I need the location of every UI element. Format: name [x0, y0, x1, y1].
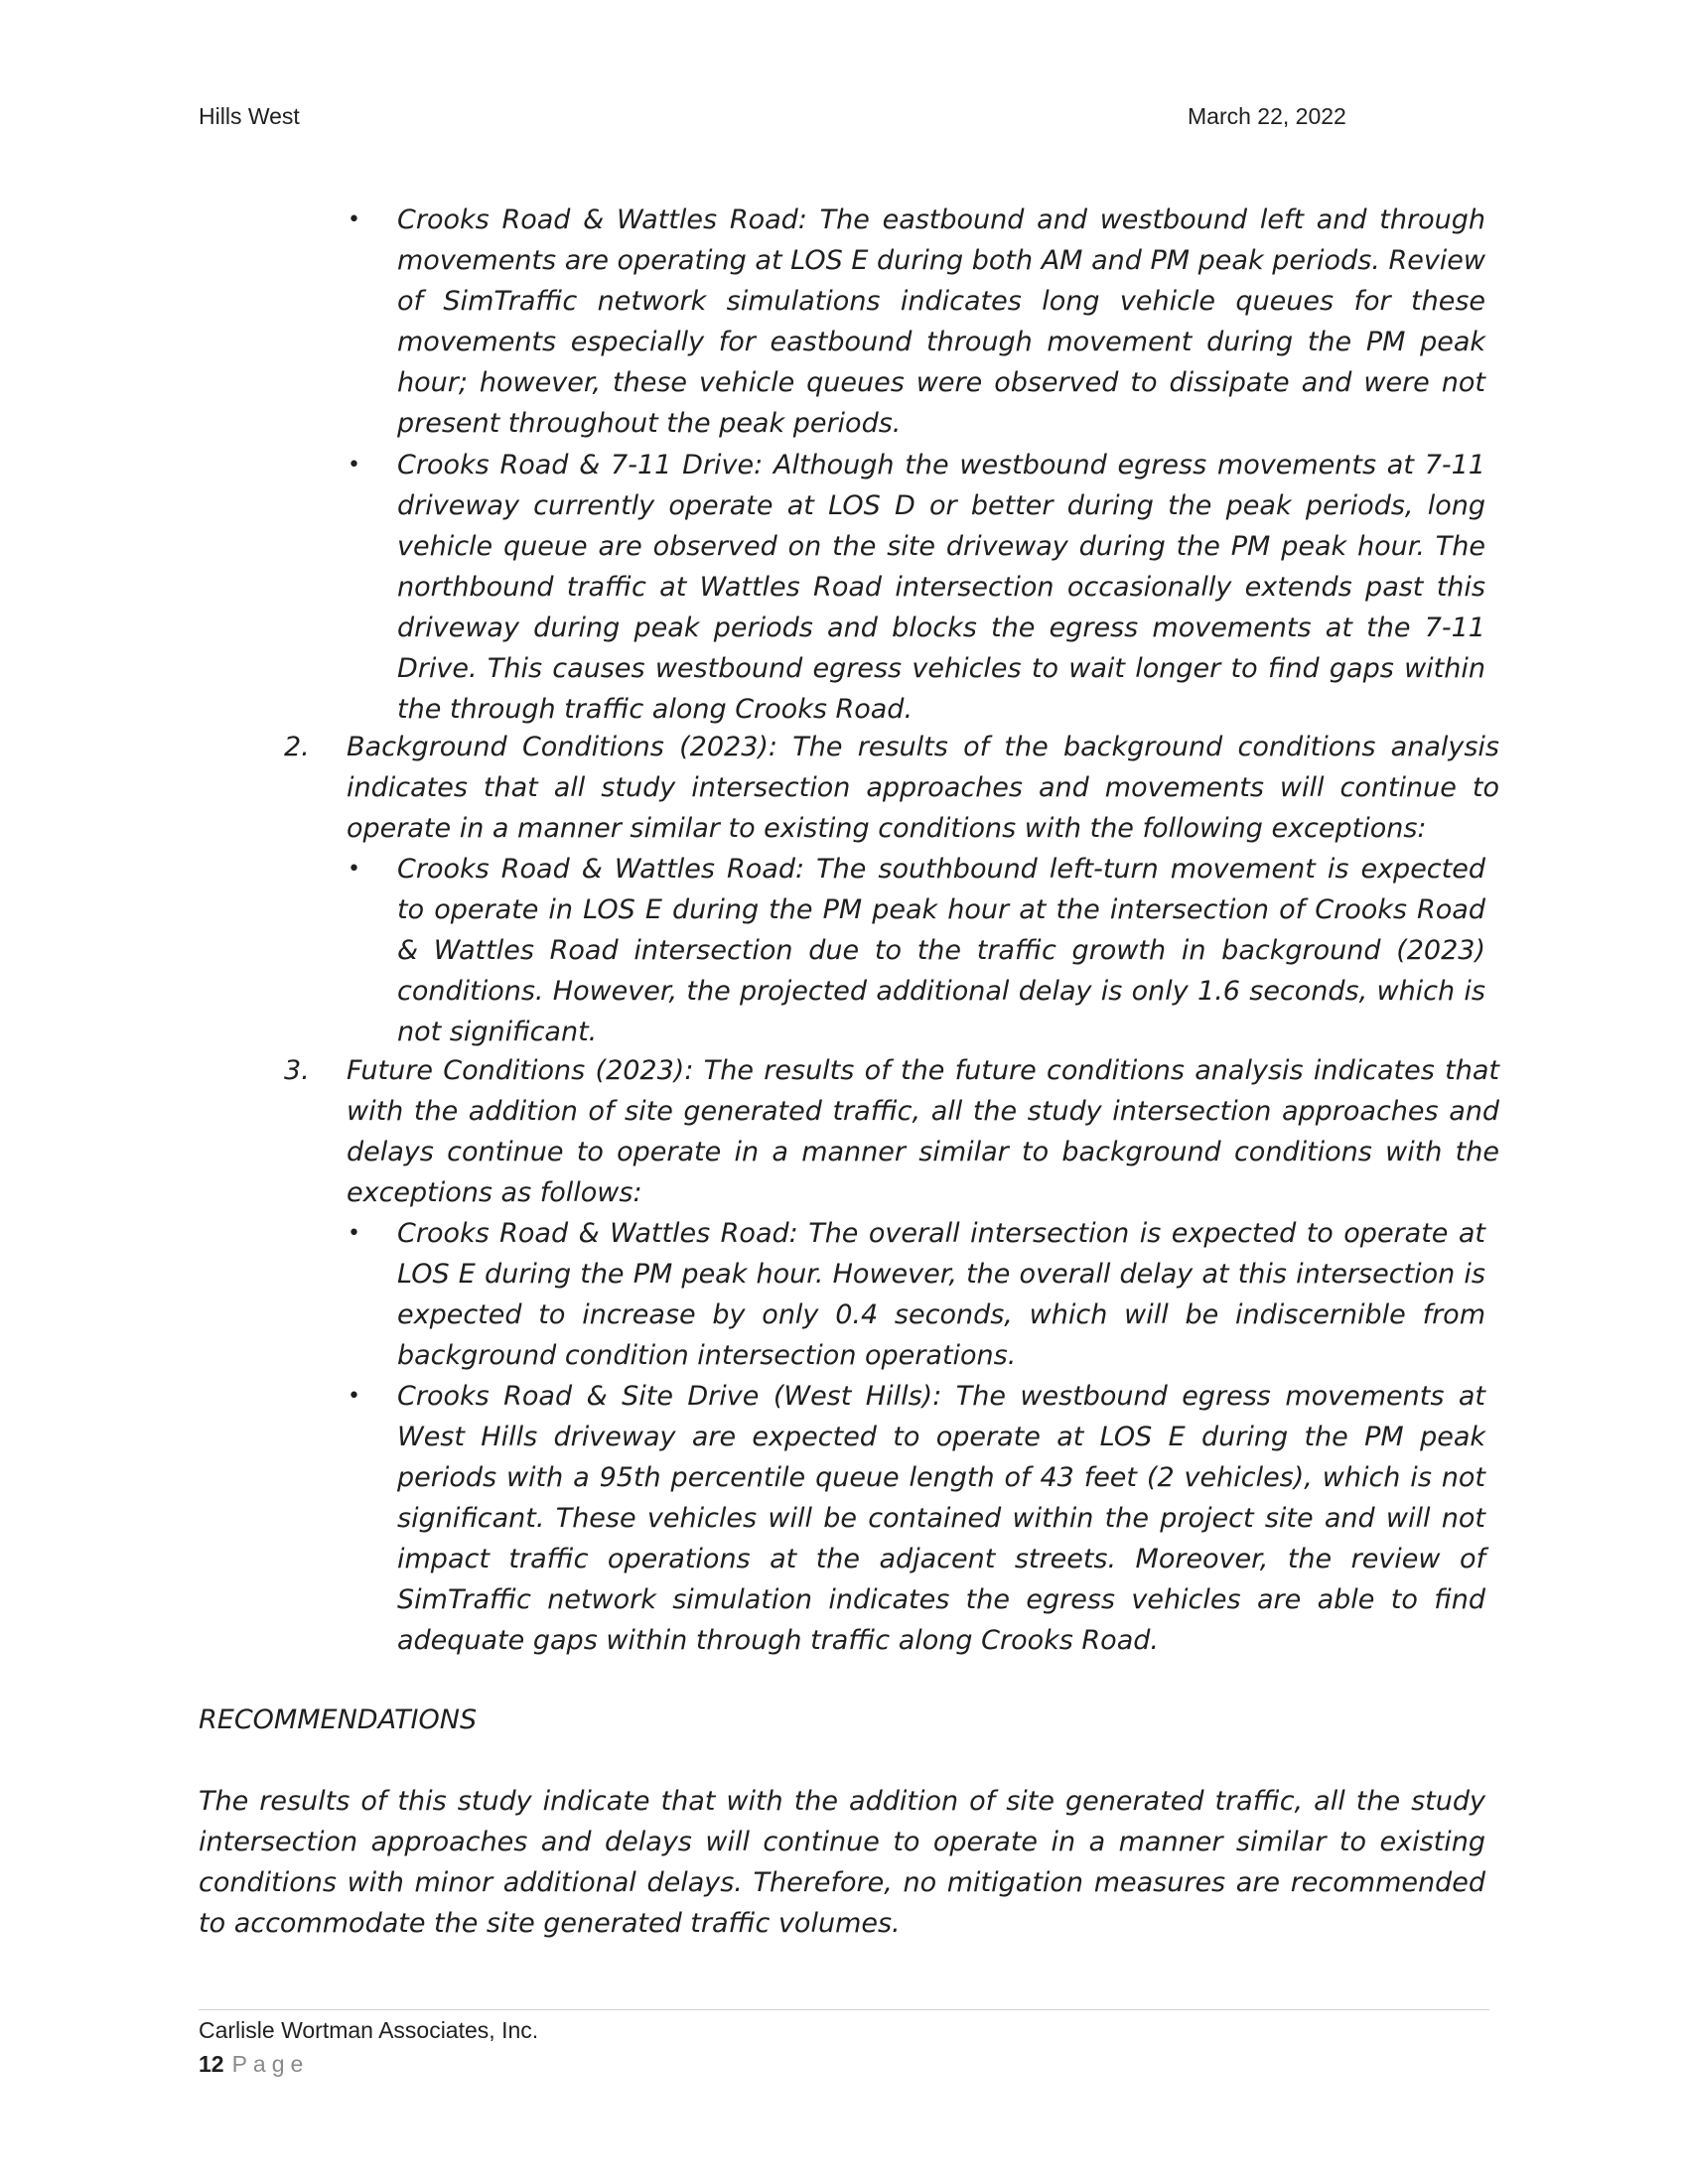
list-item-text: Future Conditions (2023): The results of the future conditions analysis indicates that with the addition of site generated traffic, all the study intersection approaches and delays continue to operate in a manner similar to background conditions with the exceptions as follows: [347, 1055, 1499, 1208]
bullet-marker: • [348, 453, 360, 478]
list-item-text: Crooks Road & Wattles Road: The eastbound and westbound left and through movements are operating at LOS E during both AM and PM peak periods. Review of SimTraffic network simulations indicates long vehicle queues for these movements especially for eastbound through movement during the PM peak hour; however, these vehicle queues were observed to dissipate and were not present throughout the peak periods. [397, 205, 1485, 439]
list-item-text: Crooks Road & Wattles Road: The overall intersection is expected to operate at LOS E during the PM peak hour. However, the overall delay at this intersection is expected to increase by only 0.4 seconds, which will be indiscernible from background condition intersection operations. [397, 1218, 1485, 1371]
list-item [348, 1376, 1485, 1661]
list-number: 3. [284, 1055, 310, 1086]
list-item [284, 727, 1499, 849]
list-item [284, 1050, 1499, 1213]
list-number: 2. [284, 732, 310, 762]
bullet-marker: • [348, 857, 360, 882]
footer-page-indicator [199, 2051, 309, 2078]
list-item [348, 1213, 1485, 1376]
page-label: Page [231, 2051, 310, 2077]
header-project-name: Hills West [199, 103, 300, 129]
list-item-text: Background Conditions (2023): The results of the background conditions analysis indicates that all study intersection approaches and movements will continue to operate in a manner similar to existing conditions with the following exceptions: [347, 732, 1499, 844]
list-item [348, 200, 1485, 444]
page-number: 12 [199, 2051, 224, 2077]
footer-divider [199, 2009, 1489, 2010]
footer-company: Carlisle Wortman Associates, Inc. [199, 2017, 539, 2043]
header-date: March 22, 2022 [1188, 103, 1346, 129]
list-item [348, 445, 1485, 730]
bullet-marker: • [348, 207, 360, 232]
bullet-marker: • [348, 1221, 360, 1246]
recommendations-heading: RECOMMENDATIONS [199, 1705, 478, 1735]
recommendations-paragraph: The results of this study indicate that with the addition of site generated traffic, all the study intersection approaches and delays will continue to operate in a manner similar to existing conditions with minor additional delays. Therefore, no mitigation measures are recommended to accommodate the site generated traffic volumes. [199, 1786, 1485, 1939]
list-item [348, 849, 1485, 1052]
list-item-text: Crooks Road & Site Drive (West Hills): The westbound egress movements at West Hills driveway are expected to operate at LOS E during the PM peak periods with a 95th percentile queue length of 43 feet (2 vehicles), which is not significant. These vehicles will be contained within the project site and will not impact traffic operations at the adjacent streets. Moreover, the review of SimTraffic network simulation indicates the egress vehicles are able to find adequate gaps within through traffic along Crooks Road. [397, 1381, 1485, 1656]
bullet-marker: • [348, 1384, 360, 1409]
list-item-text: Crooks Road & 7-11 Drive: Although the westbound egress movements at 7-11 driveway currently operate at LOS D or better during the peak periods, long vehicle queue are observed on the site driveway during the PM peak hour. The northbound traffic at Wattles Road intersection occasionally extends past this driveway during peak periods and blocks the egress movements at the 7-11 Drive. This causes westbound egress vehicles to wait longer to find gaps within the through traffic along Crooks Road. [397, 450, 1485, 725]
list-item-text: Crooks Road & Wattles Road: The southbound left-turn movement is expected to operate in LOS E during the PM peak hour at the intersection of Crooks Road & Wattles Road intersection due to the traffic growth in background (2023) conditions. However, the projected additional delay is only 1.6 seconds, which is not significant. [397, 854, 1485, 1047]
